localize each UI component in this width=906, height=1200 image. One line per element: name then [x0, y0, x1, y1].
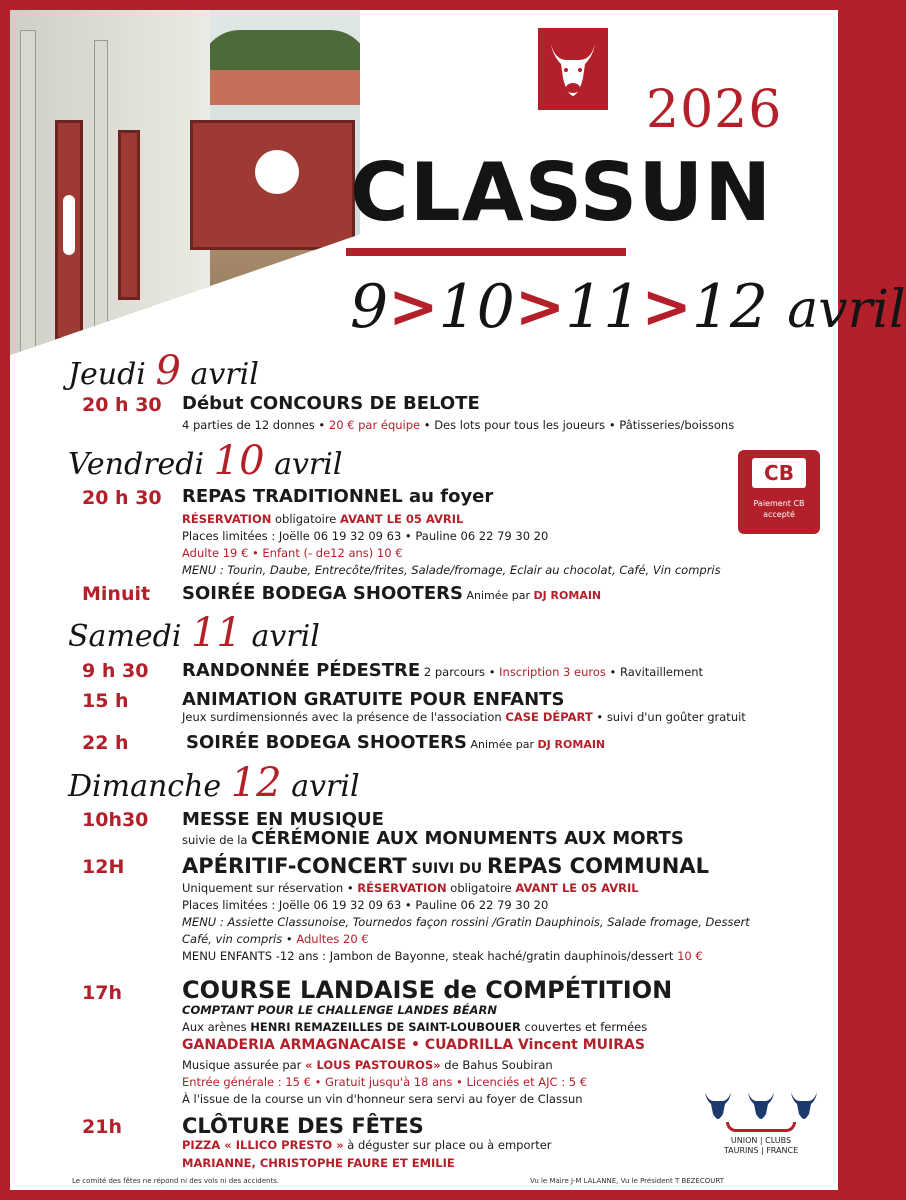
footer-signatures: Vu le Maire J-M LALANNE, Vu le Président T BEZECOURT: [530, 1177, 725, 1185]
event-detail: Jeux surdimensionnés avec la présence de l'association CASE DÉPART • suivi d'un goûter gratuit: [182, 710, 746, 724]
event-detail: Musique assurée par « LOUS PASTOUROS» de Bahus Soubiran: [182, 1058, 553, 1072]
event-price: Entrée générale : 15 € • Gratuit jusqu'à 18 ans • Licenciés et AJC : 5 €: [182, 1075, 588, 1089]
event-time: 21h: [82, 1116, 122, 1138]
event-menu: Café, vin compris • Adultes 20 €: [182, 932, 369, 946]
arena-photo: [10, 10, 360, 355]
event-detail: 4 parties de 12 donnes • 20 € par équipe • Des lots pour tous les joueurs • Pâtisseries/boissons: [182, 418, 735, 432]
event-detail: Uniquement sur réservation • RÉSERVATION obligatoire AVANT LE 05 AVRIL: [182, 881, 639, 895]
footer-disclaimer: Le comité des fêtes ne répond ni des vols ni des accidents.: [72, 1177, 280, 1185]
day-heading-sunday: Dimanche 12 avril: [68, 760, 360, 806]
event-detail: RÉSERVATION obligatoire AVANT LE 05 AVRIL: [182, 512, 464, 526]
bull-head-icon: [538, 28, 608, 110]
union-text: UNION | CLUBS TAURINS | FRANCE: [723, 1136, 799, 1155]
event-detail: À l'issue de la course un vin d'honneur sera servi au foyer de Classun: [182, 1092, 583, 1106]
event-menu: MENU ENFANTS -12 ans : Jambon de Bayonne, steak haché/gratin dauphinois/dessert 10 €: [182, 949, 703, 963]
event-menu: MENU : Tourin, Daube, Entrecôte/frites, Salade/fromage, Eclair au chocolat, Café, Vin compris: [182, 563, 721, 577]
cb-payment-badge: [738, 450, 820, 534]
title-underline: [346, 248, 626, 256]
event-time: 12H: [82, 856, 125, 878]
event-time: 22 h: [82, 732, 129, 754]
event-title: REPAS TRADITIONNEL au foyer: [182, 486, 494, 507]
event-time: 17h: [82, 982, 122, 1004]
event-time: 20 h 30: [82, 487, 162, 509]
day-heading-saturday: Samedi 11 avril: [68, 610, 320, 656]
event-title: Début CONCOURS DE BELOTE: [182, 393, 480, 414]
event-title: SOIRÉE BODEGA SHOOTERS Animée par DJ ROMAIN: [182, 583, 602, 604]
day-heading-friday: Vendredi 10 avril: [68, 438, 343, 484]
event-detail: GANADERIA ARMAGNACAISE • CUADRILLA Vincent MUIRAS: [182, 1037, 645, 1053]
event-title: MESSE EN MUSIQUE: [182, 809, 384, 830]
event-price: Adulte 19 € • Enfant (- de12 ans) 10 €: [182, 546, 403, 560]
event-time: 9 h 30: [82, 660, 149, 682]
event-detail: PIZZA « ILLICO PRESTO » à déguster sur place ou à emporter: [182, 1138, 552, 1152]
poster: [10, 10, 906, 1190]
event-time: 20 h 30: [82, 394, 162, 416]
cb-logo: CB: [752, 458, 806, 488]
event-menu: MENU : Assiette Classunoise, Tournedos façon rossini /Gratin Dauphinois, Salade fromage, Dessert: [182, 915, 750, 929]
event-title: COURSE LANDAISE de COMPÉTITION: [182, 976, 673, 1004]
page-title: CLASSUN: [350, 146, 773, 239]
event-subtitle: COMPTANT POUR LE CHALLENGE LANDES BÉARN: [182, 1003, 497, 1017]
event-title: SOIRÉE BODEGA SHOOTERS Animée par DJ ROMAIN: [186, 732, 606, 753]
bull-heads-icon: [696, 1090, 826, 1120]
cb-text: Paiement CB accepté: [753, 499, 805, 519]
event-time: 15 h: [82, 690, 129, 712]
event-detail: Places limitées : Joëlle 06 19 32 09 63 • Pauline 06 22 79 30 20: [182, 529, 549, 543]
union-clubs-taurins-logo: [696, 1090, 826, 1180]
event-title: APÉRITIF-CONCERT SUIVI DU REPAS COMMUNAL: [182, 854, 710, 878]
year: 2026: [646, 80, 783, 140]
event-detail: Places limitées : Joëlle 06 19 32 09 63 • Pauline 06 22 79 30 20: [182, 898, 549, 912]
event-title: ANIMATION GRATUITE POUR ENFANTS: [182, 689, 565, 710]
event-title: CLÔTURE DES FÊTES: [182, 1114, 424, 1138]
event-time: 10h30: [82, 809, 149, 831]
event-subtitle: suivie de la CÉRÉMONIE AUX MONUMENTS AUX MORTS: [182, 828, 684, 849]
event-detail: Aux arènes HENRI REMAZEILLES DE SAINT-LOUBOUER couvertes et fermées: [182, 1020, 648, 1034]
event-detail: MARIANNE, CHRISTOPHE FAURE ET EMILIE: [182, 1156, 455, 1170]
day-heading-thursday: Jeudi 9 avril: [68, 348, 259, 394]
event-time: Minuit: [82, 583, 151, 605]
event-title: RANDONNÉE PÉDESTRE 2 parcours • Inscription 3 euros • Ravitaillement: [182, 660, 704, 681]
festival-dates: 9>10>11>12 avril: [350, 272, 906, 342]
